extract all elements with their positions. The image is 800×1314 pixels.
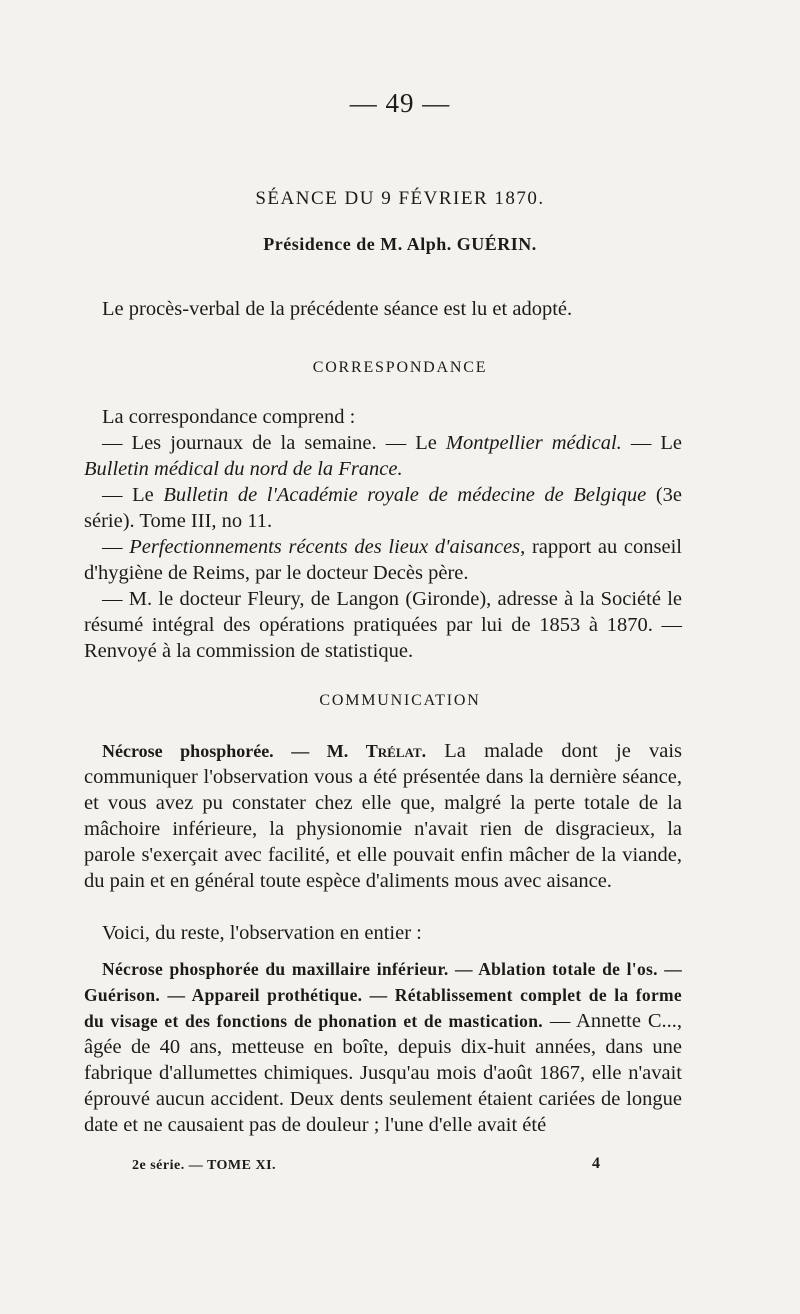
item2-text-c: (3e série). Tome III, no 11.: [84, 484, 683, 532]
communication-heading: COMMUNICATION: [319, 692, 481, 709]
page-number: — 49 —: [349, 88, 451, 118]
correspondence-intro: La correspondance comprend :: [102, 406, 356, 428]
item3-text-a: —: [102, 536, 130, 558]
communication-lead: Nécrose phosphorée. — M.: [102, 741, 366, 761]
item3-text-c: rapport au conseil d'hygiène de Reims, par le docteur Decès père.: [84, 536, 682, 584]
item1-journal-2: Bulletin médical du nord de la France.: [84, 458, 403, 480]
communication-body: La malade dont je vais communiquer l'observation vous a été présentée dans la dernière séance, et vous avez pu constater chez elle que, malgré la perte totale de la mâchoire inférieure, la physionomie n'avait rien de disgracieux, la parole s'exerçait avec facilité, et elle pouvait enfin mâcher de la viande, du pain et en général toute espèce d'aliments mous avec aisance.: [84, 740, 682, 892]
observation-paragraph: [84, 956, 682, 1138]
item1-text-c: — Le: [621, 432, 682, 454]
observation-title: Nécrose phosphorée du maxillaire inférieur. — Ablation totale de l'os. — Guérison. — Appareil prothétique. — Rétablissement complet de la forme du visage et des fonctions de phonation et de mastication.: [84, 959, 682, 1031]
correspondence-heading: CORRESPONDANCE: [312, 359, 488, 376]
session-title: SÉANCE DU 9 FÉVRIER 1870.: [255, 188, 545, 209]
communication-author: Trélat.: [365, 741, 427, 761]
minutes-paragraph: Le procès-verbal de la précédente séance est lu et adopté.: [102, 298, 573, 320]
signature-mark: 2e série. — TOME XI.: [132, 1158, 277, 1173]
item1-journal-1: Montpellier médical.: [445, 432, 622, 454]
correspondence-item-1: [84, 430, 682, 482]
sheet-number: 4: [592, 1155, 600, 1172]
presidency-line: Présidence de M. Alph. GUÉRIN.: [263, 234, 537, 254]
item1-text-a: — Les journaux de la semaine. — Le: [102, 432, 446, 454]
item2-text-a: — Le: [102, 484, 164, 506]
correspondence-item-4: — M. le docteur Fleury, de Langon (Gironde), adresse à la Société le résumé intégral des opérations pratiquées par lui de 1853 à 1870. — Renvoyé à la commission de statistique.: [84, 588, 682, 662]
correspondence-item-3: [84, 534, 682, 586]
communication-paragraph: [84, 738, 682, 894]
correspondence-item-2: [84, 482, 682, 534]
item2-journal: Bulletin de l'Académie royale de médecine de Belgique: [163, 484, 647, 506]
communication-followup: Voici, du reste, l'observation en entier :: [102, 922, 422, 944]
item3-report-title: Perfectionnements récents des lieux d'aisances,: [129, 536, 526, 558]
observation-text: — Annette C..., âgée de 40 ans, metteuse en boîte, depuis dix-huit années, dans une fabrique d'allumettes chimiques. Jusqu'au mois d'août 1867, elle n'avait éprouvé aucun accident. Deux dents seulement étaient cariées de longue date et ne causaient pas de douleur ; l'une d'elle avait été: [84, 1010, 682, 1136]
